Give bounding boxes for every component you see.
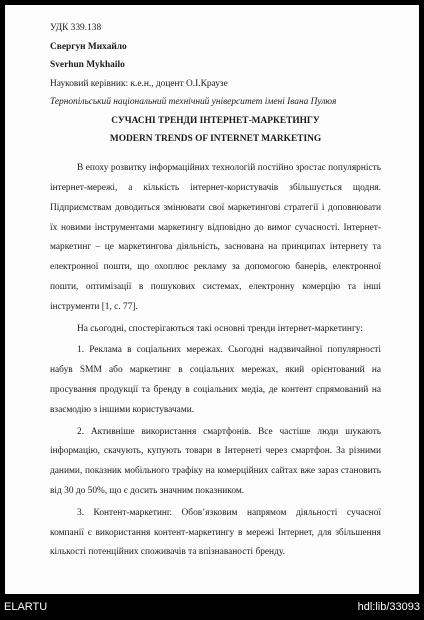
title-en: MODERN TRENDS OF INTERNET MARKETING bbox=[109, 133, 322, 144]
author-name-ua: Свергун Михайло bbox=[50, 41, 127, 52]
paragraph: В епоху розвитку інформаційних технологій постійно зростає популярність інтернет-мережі, а кількість інтернет-користувачів збільшується щодня. Підприємствам доводиться змінювати свої маркетингові стратегії і доповнювати їх новими інструментами маркетингу відповідно до вимог сучасності. Інтернет-маркетинг – це маркетингова діяльність, заснована на принципах інтернету та електронної пошти, що охоплює рекламу за допомогою банерів, електронної пошти, оптимізації в пошукових системах, електронну комерцію та інші інструменти [1, с. 77]. bbox=[50, 163, 381, 312]
paragraph: 3. Контент-маркетинг. Обов’язковим напрямом діяльності сучасної компанії є використання контент-маркетингу в мережі Інтернет, для збільшення кількості потенційних споживачів та впізнаваності бренду. bbox=[50, 507, 381, 558]
paragraph: 1. Реклама в соціальних мережах. Сьогодні надзвичайної популярності набув SMM або маркетинг в соціальних мережах, який орієнтований на просування продукції та бренду в соціальних медіа, де контент спрямований на взаємодію з іншими користувачами. bbox=[50, 345, 381, 415]
footer-repository-label: ELARTU bbox=[4, 601, 48, 613]
udc-code: УДК 339.138 bbox=[50, 23, 102, 33]
footer-bar bbox=[0, 594, 424, 620]
affiliation: Тернопільський національний технічний університет імені Івана Пулюя bbox=[50, 97, 337, 108]
footer-handle-link[interactable]: hdl:lib/33093 bbox=[357, 601, 420, 613]
document-body bbox=[50, 22, 381, 563]
title-ua: СУЧАСНІ ТРЕНДИ ІНТЕРНЕТ-МАРКЕТИНГУ bbox=[111, 115, 320, 126]
author-name-en: Sverhun Mykhailo bbox=[50, 60, 125, 71]
paragraph: На сьогодні, спостерігаються такі основні тренди інтернет-маркетингу: bbox=[77, 323, 363, 334]
supervisor: Науковий керівник: к.е.н., доцент О.І.Краузе bbox=[50, 78, 228, 89]
paragraph: 2. Активніше використання смартфонів. Все частіше люди шукають інформацію, скачують, купують товари в Інтернеті через смартфон. За різними даними, показник мобільного трафіку на комерційних сайтах вже зараз становить від 30 до 50%, що є досить значним показником. bbox=[50, 426, 381, 496]
document-page bbox=[5, 5, 419, 594]
